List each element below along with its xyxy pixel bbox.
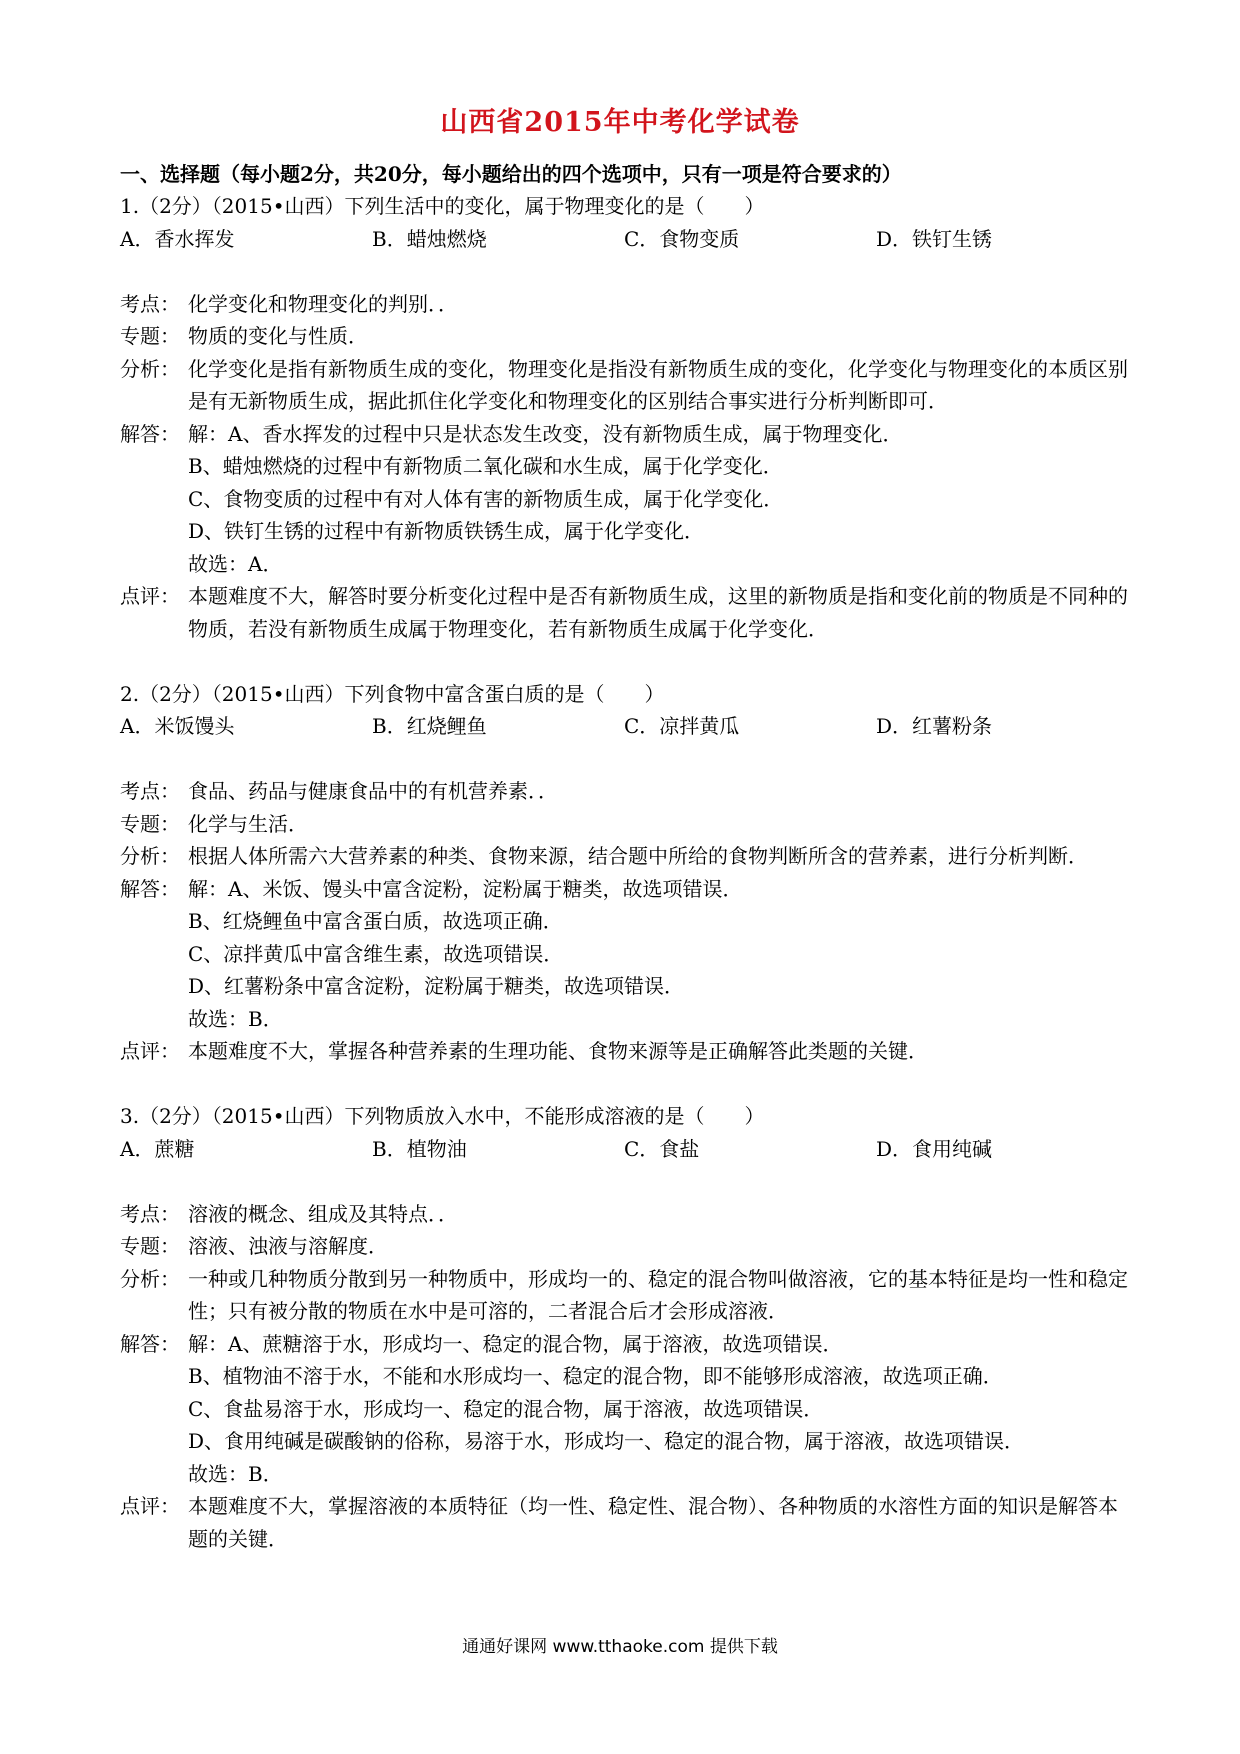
dianping-row <box>120 580 1130 645</box>
jieda-row <box>120 873 1130 1036</box>
dianping-label: 点评： <box>120 1039 180 1063</box>
zhuanti-row <box>120 320 1130 353</box>
question-1 <box>120 190 1130 645</box>
option-d: D．食用纯碱 <box>876 1136 993 1161</box>
jieda-block <box>188 1328 1130 1491</box>
fenxi-text: 化学变化是指有新物质生成的变化，物理变化是指没有新物质生成的变化，化学变化与物理变化的本质区别是有无新物质生成，据此抓住化学变化和物理变化的区别结合事实进行分析判断即可． <box>188 356 1128 413</box>
questions-container <box>120 190 1130 1555</box>
option-a: A．香水挥发 <box>120 226 235 251</box>
zhuanti-label: 专题： <box>120 1234 180 1258</box>
dianping-text: 本题难度不大，掌握各种营养素的生理功能、食物来源等是正确解答此类题的关键． <box>188 1039 928 1063</box>
option-d: D．铁钉生锈 <box>876 226 993 251</box>
jieda-line: 故选：B． <box>188 1461 283 1486</box>
jieda-line: C、食盐易溶于水，形成均一、稳定的混合物，属于溶液，故选项错误． <box>188 1396 824 1421</box>
page-footer: 通通好课网 www.tthaoke.com 提供下载 <box>462 1637 778 1657</box>
jieda-block <box>188 418 1130 581</box>
page-title: 山西省2015年中考化学试卷 <box>440 107 800 138</box>
jieda-label: 解答： <box>120 1331 180 1356</box>
zhuanti-text: 化学与生活． <box>188 811 308 836</box>
jieda-line: D、铁钉生锈的过程中有新物质铁锈生成，属于化学变化． <box>188 519 705 543</box>
dianping-label: 点评： <box>120 1494 180 1518</box>
jieda-line: D、红薯粉条中富含淀粉，淀粉属于糖类，故选项错误． <box>188 974 685 998</box>
fenxi-row <box>120 840 1130 873</box>
zhuanti-row <box>120 1230 1130 1263</box>
options-row <box>120 710 1130 743</box>
fenxi-text: 一种或几种物质分散到另一种物质中，形成均一的、稳定的混合物叫做溶液，它的基本特征是均一性和稳定性；只有被分散的物质在水中是可溶的，二者混合后才会形成溶液． <box>188 1266 1128 1323</box>
kaodian-row <box>120 288 1130 321</box>
kaodian-label: 考点： <box>120 291 180 316</box>
dianping-label: 点评： <box>120 584 180 608</box>
jieda-block <box>188 873 1130 1036</box>
zhuanti-label: 专题： <box>120 324 180 348</box>
question-stem: 3.（2分）（2015•山西）下列物质放入水中，不能形成溶液的是（ ） <box>120 1104 765 1128</box>
zhuanti-row <box>120 808 1130 841</box>
question-stem: 1.（2分）（2015•山西）下列生活中的变化，属于物理变化的是（ ） <box>120 194 765 218</box>
dianping-row <box>120 1035 1130 1068</box>
zhuanti-label: 专题： <box>120 811 180 836</box>
kaodian-text: 溶液的概念、组成及其特点．． <box>188 1201 458 1226</box>
jieda-line: 解：A、米饭、馒头中富含淀粉，淀粉属于糖类，故选项错误． <box>188 876 743 901</box>
kaodian-row <box>120 1198 1130 1231</box>
dianping-row <box>120 1490 1130 1555</box>
fenxi-label: 分析： <box>120 1266 180 1291</box>
zhuanti-text: 物质的变化与性质． <box>188 324 368 348</box>
option-c: C．凉拌黄瓜 <box>624 714 740 738</box>
kaodian-text: 食品、药品与健康食品中的有机营养素．． <box>188 779 558 803</box>
question-3 <box>120 1100 1130 1555</box>
kaodian-label: 考点： <box>120 1201 180 1226</box>
dianping-text: 本题难度不大，掌握溶液的本质特征（均一性、稳定性、混合物）、各种物质的水溶性方面的知识是解答本题的关键． <box>188 1494 1118 1551</box>
jieda-label: 解答： <box>120 876 180 901</box>
jieda-row <box>120 1328 1130 1491</box>
option-d: D．红薯粉条 <box>876 714 993 738</box>
jieda-row <box>120 418 1130 581</box>
fenxi-row <box>120 1263 1130 1328</box>
option-a: A．米饭馒头 <box>120 714 235 738</box>
option-b: B．蜡烛燃烧 <box>372 226 487 251</box>
question-stem: 2.（2分）（2015•山西）下列食物中富含蛋白质的是（ ） <box>120 681 665 706</box>
jieda-line: 解：A、香水挥发的过程中只是状态发生改变，没有新物质生成，属于物理变化． <box>188 421 903 446</box>
jieda-line: B、蜡烛燃烧的过程中有新物质二氧化碳和水生成，属于化学变化． <box>188 454 783 478</box>
option-b: B．红烧鲤鱼 <box>372 714 487 738</box>
jieda-line: C、食物变质的过程中有对人体有害的新物质生成，属于化学变化． <box>188 486 784 511</box>
section-heading: 一、选择题（每小题2分，共20分，每小题给出的四个选项中，只有一项是符合要求的） <box>120 162 902 186</box>
option-a: A．蔗糖 <box>120 1136 195 1161</box>
jieda-line: D、食用纯碱是碳酸钠的俗称，易溶于水，形成均一、稳定的混合物，属于溶液，故选项错误． <box>188 1429 1025 1453</box>
option-b: B．植物油 <box>372 1136 467 1161</box>
kaodian-label: 考点： <box>120 779 180 803</box>
fenxi-label: 分析： <box>120 844 180 868</box>
zhuanti-text: 溶液、浊液与溶解度． <box>188 1234 388 1258</box>
kaodian-text: 化学变化和物理变化的判别．． <box>188 291 458 316</box>
fenxi-text: 根据人体所需六大营养素的种类、食物来源，结合题中所给的食物判断所含的营养素，进行分析判断． <box>188 844 1088 868</box>
jieda-line: C、凉拌黄瓜中富含维生素，故选项错误． <box>188 941 564 966</box>
options-row <box>120 1133 1130 1166</box>
jieda-line: 故选：B． <box>188 1006 283 1031</box>
fenxi-row <box>120 353 1130 418</box>
dianping-text: 本题难度不大，解答时要分析变化过程中是否有新物质生成，这里的新物质是指和变化前的物质是不同种的物质，若没有新物质生成属于物理变化，若有新物质生成属于化学变化． <box>188 584 1128 641</box>
jieda-line: 故选：A． <box>188 551 283 576</box>
jieda-line: 解：A、蔗糖溶于水，形成均一、稳定的混合物，属于溶液，故选项错误． <box>188 1331 843 1356</box>
jieda-label: 解答： <box>120 421 180 446</box>
jieda-line: B、红烧鲤鱼中富含蛋白质，故选项正确． <box>188 909 563 933</box>
option-c: C．食物变质 <box>624 226 740 251</box>
question-2 <box>120 678 1130 1068</box>
option-c: C．食盐 <box>624 1136 700 1161</box>
jieda-line: B、植物油不溶于水，不能和水形成均一、稳定的混合物，即不能够形成溶液，故选项正确． <box>188 1364 1003 1388</box>
kaodian-row <box>120 775 1130 808</box>
fenxi-label: 分析： <box>120 356 180 381</box>
options-row <box>120 223 1130 256</box>
